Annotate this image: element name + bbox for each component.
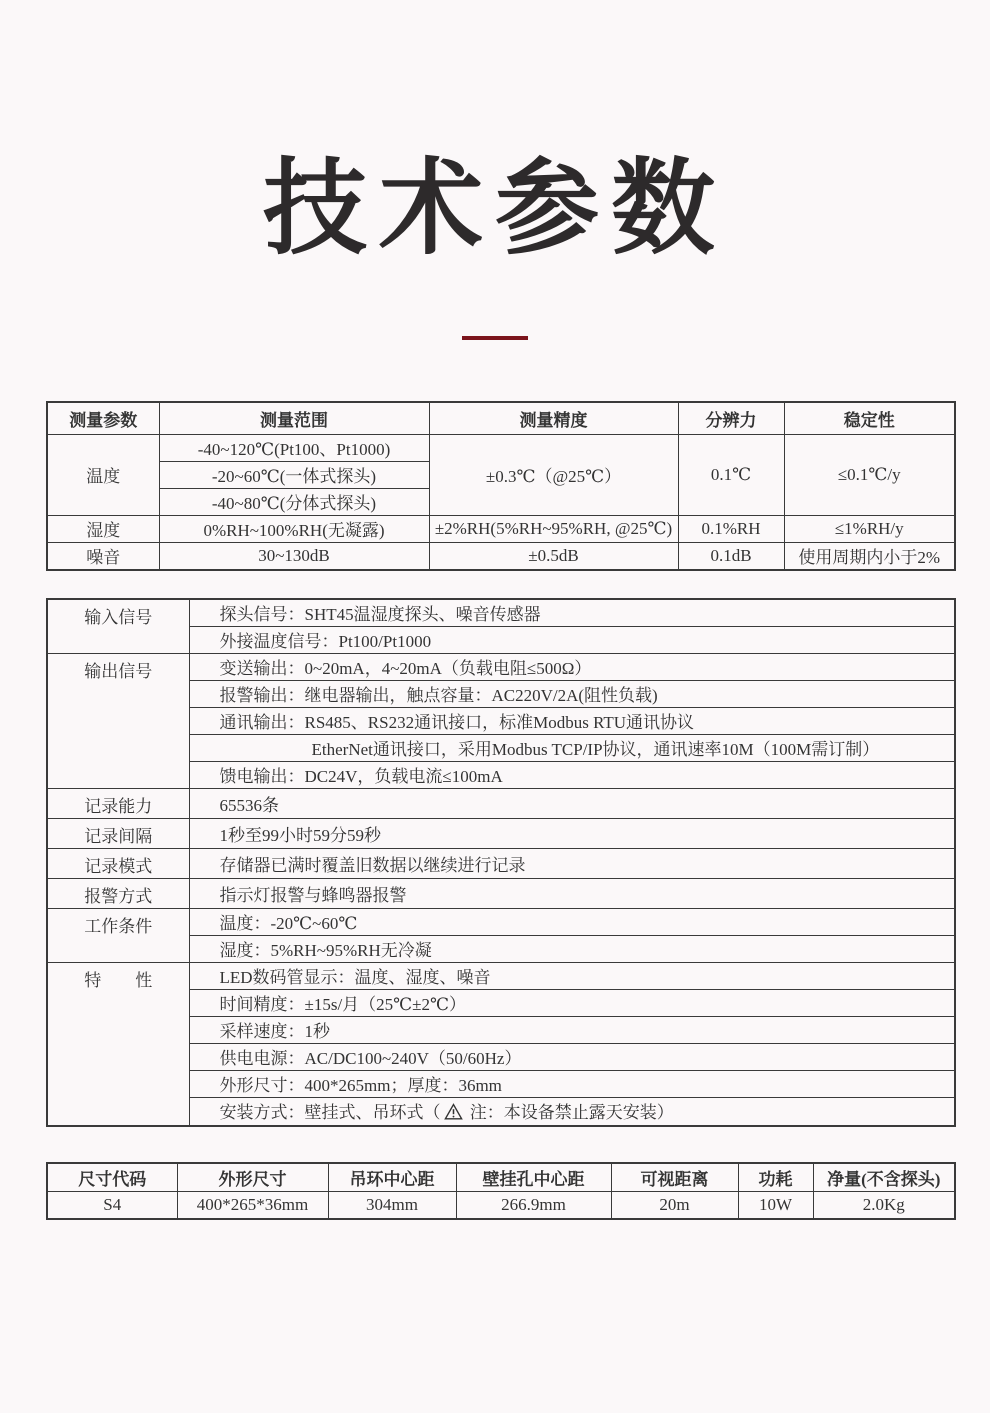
spec-label-record-capacity: 记录能力 xyxy=(47,788,189,818)
accuracy-cell: ±2%RH(5%RH~95%RH, @25℃) xyxy=(429,515,678,542)
resolution-cell: 0.1℃ xyxy=(678,434,784,515)
dimension-table-header-row xyxy=(47,1163,955,1192)
stability-cell: ≤1%RH/y xyxy=(784,515,955,542)
spec-label-working-conditions: 工作条件 xyxy=(47,908,189,962)
dimensions-cell: 400*265*36mm xyxy=(177,1191,328,1219)
header-range: 测量范围 xyxy=(159,402,429,435)
table-row xyxy=(47,788,955,818)
header-stability: 稳定性 xyxy=(784,402,955,435)
spec-value: 外形尺寸：400*265mm；厚度：36mm xyxy=(189,1070,955,1097)
view-distance-cell: 20m xyxy=(611,1191,738,1219)
table-row xyxy=(47,653,955,680)
spec-value: EtherNet通讯接口，采用Modbus TCP/IP协议，通讯速率10M（100M需订制） xyxy=(189,734,955,761)
mounting-text-suffix: 注：本设备禁止露天安装） xyxy=(465,1102,674,1122)
spec-value: 馈电输出：DC24V，负载电流≤100mA xyxy=(189,761,955,788)
spec-value: 指示灯报警与蜂鸣器报警 xyxy=(189,878,955,908)
range-cell: -40~120℃(Pt100、Pt1000) xyxy=(159,434,429,461)
table-row xyxy=(47,434,955,461)
measurement-table-header-row xyxy=(47,402,955,435)
table-row xyxy=(47,599,955,627)
size-code-cell: S4 xyxy=(47,1191,177,1219)
table-row xyxy=(47,908,955,935)
spec-value: 供电电源：AC/DC100~240V（50/60Hz） xyxy=(189,1043,955,1070)
page-title: 技术参数 xyxy=(262,151,727,267)
range-cell: -20~60℃(一体式探头) xyxy=(159,461,429,488)
spec-label-features: 特 性 xyxy=(47,962,189,1126)
spec-value: 1秒至99小时59分59秒 xyxy=(189,818,955,848)
header-ring-distance: 吊环中心距 xyxy=(328,1163,456,1192)
param-cell-humidity: 湿度 xyxy=(47,515,159,542)
table-row xyxy=(47,962,955,989)
power-cell: 10W xyxy=(738,1191,813,1219)
spec-value: LED数码管显示：温度、湿度、噪音 xyxy=(189,962,955,989)
header-power: 功耗 xyxy=(738,1163,813,1192)
spec-value-mounting xyxy=(189,1097,955,1126)
range-cell: 0%RH~100%RH(无凝露) xyxy=(159,515,429,542)
spec-value: 探头信号：SHT45温湿度探头、噪音传感器 xyxy=(189,599,955,627)
spec-value: 变送输出：0~20mA，4~20mA（负载电阻≤500Ω） xyxy=(189,653,955,680)
spec-value: 通讯输出：RS485、RS232通讯接口，标准Modbus RTU通讯协议 xyxy=(189,707,955,734)
spec-label-record-interval: 记录间隔 xyxy=(47,818,189,848)
header-view-distance: 可视距离 xyxy=(611,1163,738,1192)
stability-cell: ≤0.1℃/y xyxy=(784,434,955,515)
spec-value: 湿度：5%RH~95%RH无冷凝 xyxy=(189,935,955,962)
spec-value: 采样速度：1秒 xyxy=(189,1016,955,1043)
spec-value: 外接温度信号：Pt100/Pt1000 xyxy=(189,626,955,653)
accuracy-cell: ±0.3℃（@25℃） xyxy=(429,434,678,515)
range-cell: -40~80℃(分体式探头) xyxy=(159,488,429,515)
measurement-table xyxy=(46,401,956,571)
header-param: 测量参数 xyxy=(47,402,159,435)
table-row xyxy=(47,878,955,908)
spec-value: 65536条 xyxy=(189,788,955,818)
net-weight-cell: 2.0Kg xyxy=(813,1191,955,1219)
resolution-cell: 0.1dB xyxy=(678,542,784,570)
spec-label-output-signal: 输出信号 xyxy=(47,653,189,788)
table-row xyxy=(47,542,955,570)
header-size-code: 尺寸代码 xyxy=(47,1163,177,1192)
spec-label-record-mode: 记录模式 xyxy=(47,848,189,878)
spec-label-alarm-mode: 报警方式 xyxy=(47,878,189,908)
spec-value: 存储器已满时覆盖旧数据以继续进行记录 xyxy=(189,848,955,878)
table-row xyxy=(47,848,955,878)
accuracy-cell: ±0.5dB xyxy=(429,542,678,570)
spec-value: 报警输出：继电器输出，触点容量：AC220V/2A(阻性负载) xyxy=(189,680,955,707)
mounting-text-prefix: 安装方式：壁挂式、吊环式（ xyxy=(219,1102,441,1122)
spec-value: 时间精度：±15s/月（25℃±2℃） xyxy=(189,989,955,1016)
dimension-table xyxy=(46,1162,956,1220)
spec-label-input-signal: 输入信号 xyxy=(47,599,189,654)
warning-icon xyxy=(444,1103,463,1125)
param-cell-temperature: 温度 xyxy=(47,434,159,515)
wall-hole-distance-cell: 266.9mm xyxy=(456,1191,611,1219)
param-cell-noise: 噪音 xyxy=(47,542,159,570)
header-wall-hole-distance: 壁挂孔中心距 xyxy=(456,1163,611,1192)
table-row xyxy=(47,515,955,542)
title-underline xyxy=(462,336,528,340)
table-row xyxy=(47,818,955,848)
header-dimensions: 外形尺寸 xyxy=(177,1163,328,1192)
ring-distance-cell: 304mm xyxy=(328,1191,456,1219)
spec-table xyxy=(46,598,956,1127)
range-cell: 30~130dB xyxy=(159,542,429,570)
spec-value: 温度：-20℃~60℃ xyxy=(189,908,955,935)
header-accuracy: 测量精度 xyxy=(429,402,678,435)
spec-sheet-page xyxy=(0,150,990,1413)
header-resolution: 分辨力 xyxy=(678,402,784,435)
resolution-cell: 0.1%RH xyxy=(678,515,784,542)
header-net-weight: 净量(不含探头) xyxy=(813,1163,955,1192)
table-row xyxy=(47,1191,955,1219)
stability-cell: 使用周期内小于2% xyxy=(784,542,955,570)
